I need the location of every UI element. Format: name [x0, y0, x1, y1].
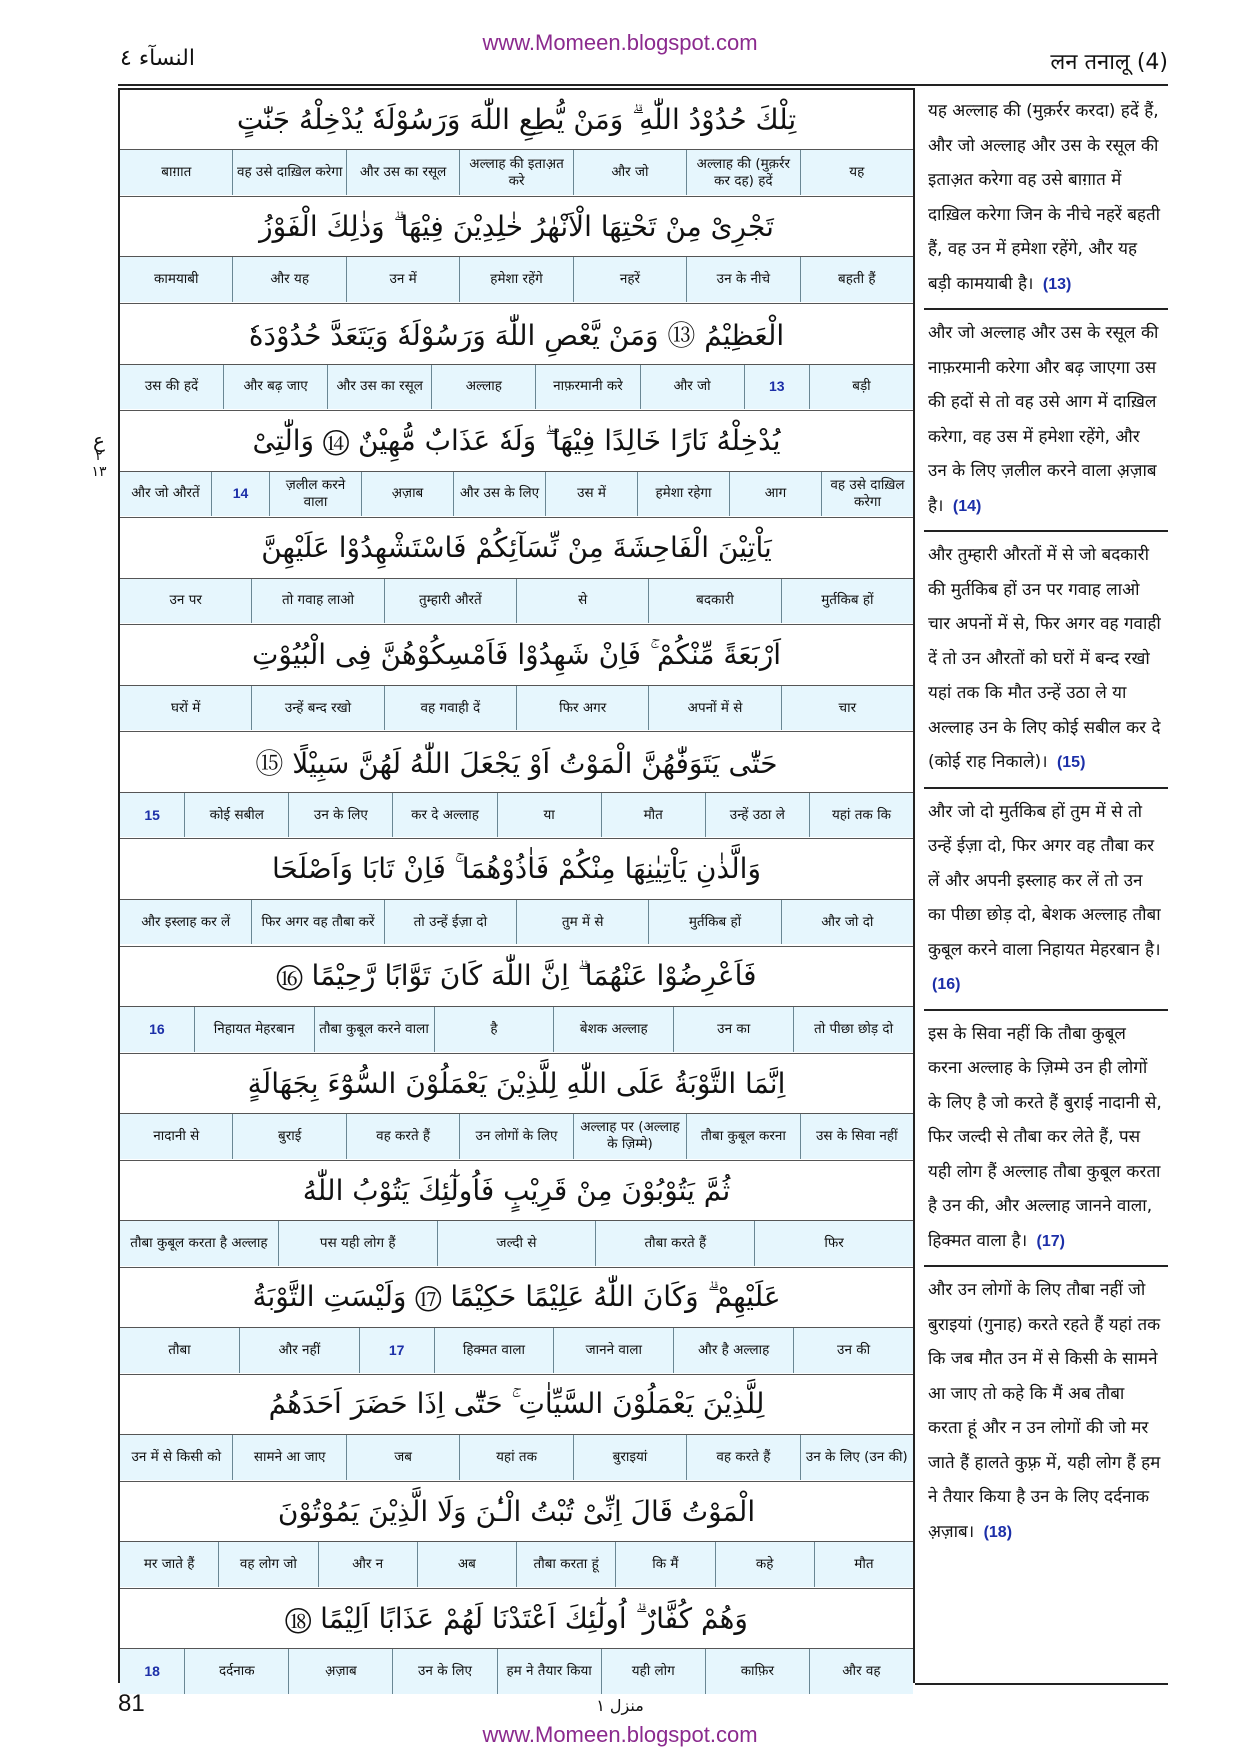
- verse-number-cell: 14: [211, 472, 269, 517]
- gloss-cell: हमेशा रहेंगे: [459, 257, 572, 302]
- translation-text: और तुम्हारी औरतों में से जो बदकारी की मुर्तकिब हों उन पर गवाह लाओ चार अपनों में से, फिर अगर वह गवाही दें तो उन औरतों को घरों में बन्द रखो यहां तक कि मौत उन्हें उठा ले या अल्लाह उन के लिए कोई सबील कर दे (कोई राह निकाले)।: [928, 545, 1161, 772]
- verse-number-cell: 18: [144, 1663, 160, 1680]
- gloss-cell: मर जाते हैं: [143, 1556, 195, 1573]
- gloss-cell: कर दे अल्लाह: [392, 793, 496, 838]
- gloss-cell: वह करते हैं: [346, 1114, 459, 1159]
- ruku-mark-sign: ع: [93, 428, 105, 452]
- header-rule: [118, 84, 1168, 86]
- translation-paragraph: [924, 1011, 1168, 1268]
- gloss-cell: और उस का रसूल: [327, 365, 431, 410]
- verse-block: [120, 1054, 913, 1161]
- gloss-cell: उन के नीचे: [686, 257, 799, 302]
- ruku-mark-top: ٢: [95, 448, 103, 464]
- gloss-cell: उन में से किसी को: [131, 1448, 222, 1465]
- arabic-line: ثُمَّ يَتُوْبُوْنَ مِنْ قَرِيْبٍ فَاُولٰٓئِكَ يَتُوْبُ اللّٰهُ: [120, 1161, 913, 1221]
- gloss-cell: और यह: [232, 257, 345, 302]
- gloss-cell: बुराइयां: [573, 1435, 686, 1480]
- gloss-cell: बड़ी: [809, 365, 913, 410]
- gloss-cell: यहां तक: [459, 1435, 572, 1480]
- gloss-cell: फिर: [754, 1221, 913, 1266]
- arabic-line: عَلَيْهِمْ ۗ وَكَانَ اللّٰهُ عَلِيْمًا حَكِيْمًا ⑰ وَلَيْسَتِ التَّوْبَةُ: [120, 1268, 913, 1328]
- gloss-cell: अ़ज़ाब: [288, 1649, 392, 1694]
- translation-bottom-rule: [915, 1683, 1168, 1685]
- gloss-cell: उन पर: [169, 592, 202, 609]
- gloss-cell: तौबा कुबूल करना: [686, 1114, 799, 1159]
- ruku-mark: [88, 428, 110, 480]
- gloss-cell: घरों में: [171, 699, 201, 716]
- translation-text: यह अल्लाह की (मुक़र्रर करदा) हदें हैं, और जो अल्लाह और उस के रसूल की इताअ़त करेगा वह उसे बाग़ात में दाख़िल करेगा जिन के नीचे नहरें बहती हैं, वह उन में हमेशा रहेंगे, और यह बड़ी कामयाबी है।: [928, 101, 1161, 294]
- verse-number-cell: 15: [144, 806, 160, 823]
- arabic-line: تِلْكَ حُدُوْدُ اللّٰهِ ۗ وَمَنْ يُّطِعِ اللّٰهَ وَرَسُوْلَهٗ يُدْخِلْهُ جَنّٰتٍ: [120, 90, 913, 150]
- translation-column: [924, 88, 1168, 1556]
- gloss-cell: अपनों में से: [648, 686, 780, 731]
- gloss-cell: काफ़िर: [705, 1649, 809, 1694]
- arabic-line: الْعَظِيْمُ ⑬ وَمَنْ يَّعْصِ اللّٰهَ وَرَسُوْلَهٗ وَيَتَعَدَّ حُدُوْدَهٗ: [120, 304, 913, 364]
- gloss-cell: तो उन्हें ईज़ा दो: [384, 900, 516, 945]
- verse-block: [120, 1161, 913, 1268]
- gloss-cell: जल्दी से: [437, 1221, 596, 1266]
- gloss-cell: कि मैं: [615, 1542, 714, 1587]
- gloss-cell: या: [497, 793, 601, 838]
- arabic-line: يُدْخِلْهُ نَارًا خَالِدًا فِيْهَا ۖ وَلَهٗ عَذَابٌ مُّهِيْنٌ ⑭ وَالّٰتِىْ: [120, 411, 913, 471]
- gloss-cell: मुर्तकिब हों: [648, 900, 780, 945]
- translation-paragraph: [924, 532, 1168, 789]
- gloss-cell: और जो: [640, 365, 744, 410]
- gloss-cell: तुम्हारी औरतें: [384, 579, 516, 624]
- gloss-cell: और उस के लिए: [453, 472, 545, 517]
- gloss-cell: और न: [318, 1542, 417, 1587]
- word-by-word-table: [118, 88, 915, 1683]
- gloss-cell: और जो: [573, 150, 686, 195]
- gloss-cell: तौबा करता हूं: [516, 1542, 615, 1587]
- gloss-row: [120, 472, 913, 517]
- gloss-cell: फिर अगर वह तौबा करें: [251, 900, 383, 945]
- gloss-cell: उन का: [673, 1007, 793, 1052]
- gloss-cell: ज़लील करने वाला: [269, 472, 361, 517]
- gloss-row: [120, 1114, 913, 1159]
- gloss-cell: और वह: [809, 1649, 913, 1694]
- verse-block: [120, 411, 913, 518]
- gloss-cell: दर्दनाक: [184, 1649, 288, 1694]
- gloss-row: [120, 150, 913, 195]
- gloss-cell: बाग़ात: [161, 164, 192, 181]
- page-number: 81: [118, 1690, 145, 1717]
- gloss-cell: नाफ़रमानी करे: [535, 365, 639, 410]
- translation-text: और जो अल्लाह और उस के रसूल की नाफ़रमानी करेगा और बढ़ जाएगा उस की हदों से तो वह उसे आग में दाख़िल करेगा, वह उस में हमेशा रहेंगे, और उन के लिए ज़लील करने वाला अ़ज़ाब है।: [928, 323, 1159, 516]
- gloss-cell: उन के लिए: [288, 793, 392, 838]
- header-url: www.Momeen.blogspot.com: [482, 30, 758, 55]
- verse-block: [120, 197, 913, 304]
- verse-block: [120, 1482, 913, 1589]
- gloss-cell: अल्लाह की (मुक़र्रर कर दह) हदें: [686, 150, 799, 195]
- gloss-cell: बदकारी: [648, 579, 780, 624]
- gloss-row: [120, 1007, 913, 1052]
- verse-block: [120, 732, 913, 839]
- gloss-cell: नादानी से: [153, 1127, 200, 1144]
- gloss-row: [120, 1221, 913, 1266]
- gloss-cell: आग: [729, 472, 821, 517]
- gloss-row: [120, 1328, 913, 1373]
- manzil-label: منزل ١: [596, 1696, 644, 1715]
- gloss-cell: वह गवाही दें: [384, 686, 516, 731]
- gloss-cell: पस यही लोग हैं: [278, 1221, 437, 1266]
- verse-block: [120, 90, 913, 197]
- gloss-cell: हमेशा रहेगा: [637, 472, 729, 517]
- gloss-cell: वह उसे दाख़िल करेगा: [232, 150, 345, 195]
- gloss-cell: बुराई: [232, 1114, 345, 1159]
- translation-text: और उन लोगों के लिए तौबा नहीं जो बुराइयां (गुनाह) करते रहते हैं यहां तक कि जब मौत उन में से किसी के सामने आ जाए तो कहे कि मैं अब तौबा करता हूं और न उन लोगों की जो मर जाते हैं हालते कुफ़्र में, यही लोग हैं हम ने तैयार किया है उन के लिए दर्दनाक अ़ज़ाब।: [928, 1280, 1161, 1542]
- arabic-line: الْمَوْتُ قَالَ اِنِّىْ تُبْتُ الْـٰٔنَ وَلَا الَّذِيْنَ يَمُوْتُوْنَ: [120, 1482, 913, 1542]
- gloss-cell: उस के सिवा नहीं: [800, 1114, 913, 1159]
- verse-number-cell: 16: [149, 1020, 165, 1037]
- gloss-cell: बहती हैं: [800, 257, 913, 302]
- gloss-cell: वह लोग जो: [218, 1542, 317, 1587]
- gloss-cell: हिक्मत वाला: [434, 1328, 554, 1373]
- gloss-cell: उस में: [545, 472, 637, 517]
- gloss-row: [120, 1435, 913, 1480]
- gloss-cell: और है अल्लाह: [673, 1328, 793, 1373]
- gloss-cell: और बढ़ जाए: [223, 365, 327, 410]
- verse-block: [120, 625, 913, 732]
- gloss-row: [120, 1649, 913, 1694]
- gloss-cell: तुम में से: [516, 900, 648, 945]
- gloss-row: [120, 257, 913, 302]
- ruku-mark-bottom: ١٣: [91, 464, 107, 480]
- gloss-cell: वह उसे दाख़िल करेगा: [821, 472, 913, 517]
- gloss-cell: जब: [346, 1435, 459, 1480]
- arabic-line: اَرْبَعَةً مِّنْكُمْ ۚ فَاِنْ شَهِدُوْا فَاَمْسِكُوْهُنَّ فِى الْبُيُوْتِ: [120, 625, 913, 685]
- gloss-cell: कोई सबील: [184, 793, 288, 838]
- verse-block: [120, 1589, 913, 1695]
- translation-paragraph: [924, 789, 1168, 1011]
- gloss-cell: तौबा: [168, 1341, 191, 1358]
- translation-paragraph: [924, 1267, 1168, 1556]
- translation-verse-number: (17): [1036, 1232, 1065, 1250]
- gloss-row: [120, 1542, 913, 1587]
- gloss-cell: निहायत मेहरबान: [194, 1007, 314, 1052]
- gloss-cell: कहे: [715, 1542, 814, 1587]
- gloss-cell: उन्हें उठा ले: [705, 793, 809, 838]
- gloss-cell: तो पीछा छोड़ दो: [793, 1007, 913, 1052]
- gloss-cell: है: [434, 1007, 554, 1052]
- verse-block: [120, 304, 913, 411]
- gloss-row: [120, 365, 913, 410]
- gloss-cell: अल्लाह पर (अल्लाह के ज़िम्मे): [573, 1114, 686, 1159]
- gloss-cell: और जो औरतें: [131, 485, 200, 502]
- surah-name: النسآء ٤: [120, 46, 195, 71]
- gloss-cell: और इस्लाह कर लें: [141, 913, 231, 930]
- translation-paragraph: [924, 310, 1168, 532]
- gloss-cell: तो गवाह लाओ: [251, 579, 383, 624]
- gloss-cell: यही लोग: [601, 1649, 705, 1694]
- translation-verse-number: (14): [952, 497, 982, 515]
- gloss-row: [120, 793, 913, 838]
- gloss-cell: और जो दो: [781, 900, 913, 945]
- gloss-cell: मुर्तकिब हों: [781, 579, 913, 624]
- para-name: लन तनालू (4): [1050, 50, 1168, 75]
- gloss-cell: अल्लाह की इताअ़त करे: [459, 150, 572, 195]
- translation-text: इस के सिवा नहीं कि तौबा कुबूल करना अल्लाह के ज़िम्मे उन ही लोगों के लिए है जो करते हैं बुराई नादानी से, फिर जल्दी से तौबा कर लेते हैं, पस यही लोग हैं अल्लाह तौबा कुबूल करता है उन की, और अल्लाह जानने वाला, हिक्मत वाला है।: [928, 1023, 1162, 1251]
- gloss-cell: फिर अगर: [516, 686, 648, 731]
- gloss-cell: अब: [417, 1542, 516, 1587]
- gloss-cell: और नहीं: [239, 1328, 359, 1373]
- gloss-cell: से: [516, 579, 648, 624]
- arabic-line: تَجْرِىْ مِنْ تَحْتِهَا الْاَنْهٰرُ خٰلِدِيْنَ فِيْهَا ۗ وَذٰلِكَ الْفَوْزُ: [120, 197, 913, 257]
- gloss-cell: उन की: [793, 1328, 913, 1373]
- arabic-line: وَهُمْ كُفَّارٌ ۗ اُولٰٓئِكَ اَعْتَدْنَا لَهُمْ عَذَابًا اَلِيْمًا ⑱: [120, 1589, 913, 1649]
- gloss-row: [120, 686, 913, 731]
- translation-text: और जो दो मुर्तकिब हों तुम में से तो उन्हें ईज़ा दो, फिर अगर वह तौबा कर लें और अपनी इस्लाह कर लें तो उन का पीछा छोड़ दो, बेशक अल्लाह तौबा कुबूल करने वाला निहायत मेहरबान है।: [928, 801, 1161, 960]
- translation-verse-number: (15): [1056, 754, 1086, 771]
- gloss-cell: उन में: [346, 257, 459, 302]
- gloss-cell: तौबा कुबूल करता है अल्लाह: [130, 1234, 268, 1251]
- gloss-row: [120, 900, 913, 945]
- verse-block: [120, 839, 913, 946]
- gloss-cell: यह: [800, 150, 913, 195]
- gloss-cell: सामने आ जाए: [232, 1435, 345, 1480]
- translation-verse-number: (13): [1042, 275, 1072, 293]
- arabic-line: وَالَّذٰنِ يَاْتِيٰنِهَا مِنْكُمْ فَاٰذُوْهُمَا ۚ فَاِنْ تَابَا وَاَصْلَحَا: [120, 839, 913, 899]
- gloss-cell: उन्हें बन्द रखो: [251, 686, 383, 731]
- translation-paragraph: [924, 88, 1168, 310]
- gloss-cell: मौत: [601, 793, 705, 838]
- verse-block: [120, 518, 913, 625]
- gloss-cell: नहरें: [573, 257, 686, 302]
- gloss-cell: उन के लिए: [392, 1649, 496, 1694]
- gloss-cell: हम ने तैयार किया: [497, 1649, 601, 1694]
- gloss-cell: तौबा करते हैं: [595, 1221, 754, 1266]
- arabic-line: فَاَعْرِضُوْا عَنْهُمَا ۗ اِنَّ اللّٰهَ كَانَ تَوَّابًا رَّحِيْمًا ⑯: [120, 947, 913, 1007]
- gloss-cell: उस की हदें: [144, 378, 199, 395]
- gloss-cell: उन के लिए (उन की): [800, 1435, 913, 1480]
- verse-block: [120, 1268, 913, 1375]
- translation-verse-number: (18): [983, 1523, 1013, 1541]
- translation-verse-number: (16): [932, 976, 961, 993]
- footer-url: www.Momeen.blogspot.com: [482, 1722, 758, 1747]
- gloss-row: [120, 579, 913, 624]
- gloss-cell: बेशक अल्लाह: [553, 1007, 673, 1052]
- verse-block: [120, 1375, 913, 1482]
- gloss-cell: जानने वाला: [553, 1328, 673, 1373]
- gloss-cell: वह करते हैं: [686, 1435, 799, 1480]
- verse-number-cell: 17: [359, 1328, 434, 1373]
- gloss-cell: अल्लाह: [431, 365, 535, 410]
- verse-number-cell: 13: [744, 365, 809, 410]
- arabic-line: اِنَّمَا التَّوْبَةُ عَلَى اللّٰهِ لِلَّذِيْنَ يَعْمَلُوْنَ السُّوْٓءَ بِجَهَالَةٍ: [120, 1054, 913, 1114]
- verse-block: [120, 947, 913, 1054]
- arabic-line: لِلَّذِيْنَ يَعْمَلُوْنَ السَّيِّاٰتِ ۚ حَتّٰٓى اِذَا حَضَرَ اَحَدَهُمُ: [120, 1375, 913, 1435]
- gloss-cell: कामयाबी: [154, 271, 199, 288]
- gloss-cell: चार: [781, 686, 913, 731]
- gloss-cell: तौबा कुबूल करने वाला: [314, 1007, 434, 1052]
- gloss-cell: मौत: [814, 1542, 913, 1587]
- gloss-cell: अ़ज़ाब: [361, 472, 453, 517]
- gloss-cell: यहां तक कि: [809, 793, 913, 838]
- gloss-cell: और उस का रसूल: [346, 150, 459, 195]
- arabic-line: يَاْتِيْنَ الْفَاحِشَةَ مِنْ نِّسَآئِكُمْ فَاسْتَشْهِدُوْا عَلَيْهِنَّ: [120, 518, 913, 578]
- gloss-cell: उन लोगों के लिए: [459, 1114, 572, 1159]
- arabic-line: حَتّٰى يَتَوَفّٰهُنَّ الْمَوْتُ اَوْ يَجْعَلَ اللّٰهُ لَهُنَّ سَبِيْلًا ⑮: [120, 732, 913, 792]
